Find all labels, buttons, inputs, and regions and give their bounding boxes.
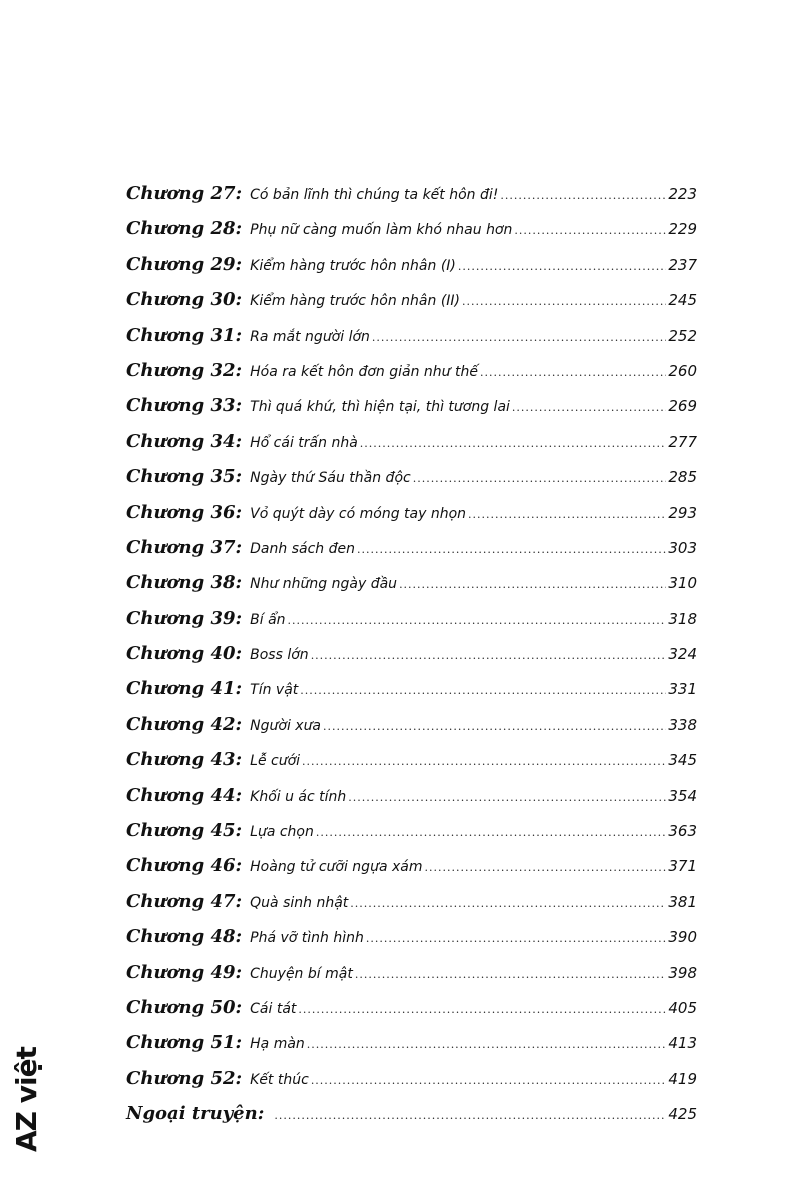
page-number: 237 [668,255,697,274]
page-number: 293 [668,503,697,522]
chapter-label: Chương 31: [126,324,243,346]
chapter-title: Hoàng tử cưỡi ngựa xám [250,859,423,876]
dot-leader [302,744,666,779]
toc-entry-44 [126,778,697,813]
toc-entry-extra [126,1096,697,1131]
chapter-label: Chương 32: [126,359,243,381]
toc-entry-38 [126,565,697,600]
dot-leader [512,390,666,425]
chapter-label: Chương 51: [126,1032,243,1054]
chapter-label: Chương 41: [126,678,243,700]
page-number: 303 [668,538,697,557]
chapter-title: Phá vỡ tình hình [250,930,364,947]
chapter-label: Chương 46: [126,855,243,877]
dot-leader [399,567,666,602]
dot-leader [372,320,666,355]
page-number: 269 [668,397,697,416]
toc-entry-37 [126,530,697,565]
page-number: 223 [668,185,697,203]
page-number: 229 [668,220,697,239]
toc-entry-31 [126,318,697,353]
dot-leader [462,284,666,319]
chapter-title: Có bản lĩnh thì chúng ta kết hôn đi! [250,187,499,203]
chapter-label: Chương 43: [126,749,243,771]
chapter-title: Boss lớn [250,647,309,664]
chapter-label: Chương 52: [126,1067,243,1089]
page-number: 338 [668,715,697,734]
chapter-label: Chương 35: [126,466,243,488]
dot-leader [307,1027,667,1062]
chapter-title: Phụ nữ càng muốn làm khó nhau hơn [250,222,513,239]
chapter-title: Như những ngày đầu [250,576,398,593]
page-number: 310 [668,574,697,593]
chapter-title: Người xưa [250,717,322,734]
toc-entry-41 [126,671,697,706]
chapter-title: Ra mắt người lớn [250,328,370,345]
dot-leader [500,178,666,213]
chapter-label: Chương 29: [126,253,243,275]
chapter-label: Chương 28: [126,218,243,240]
page-number: 371 [668,857,697,876]
dot-leader [424,850,666,885]
dot-leader [355,957,667,992]
page-number: 245 [668,291,697,310]
page-number: 363 [668,822,697,841]
dot-leader [288,603,667,638]
page-number: 405 [668,998,697,1017]
toc-entry-42 [126,707,697,742]
chapter-label: Chương 42: [126,713,243,735]
chapter-label: Chương 50: [126,996,243,1018]
page-number: 381 [668,892,697,911]
chapter-label: Chương 38: [126,572,243,594]
chapter-title: Hóa ra kết hôn đơn giản như thế [250,363,478,380]
chapter-label: Chương 45: [126,820,243,842]
toc-entry-32 [126,353,697,388]
dot-leader [274,1098,666,1133]
page-number: 413 [668,1034,697,1053]
toc-entry-51 [126,1025,697,1060]
chapter-title: Cái tát [250,1000,297,1017]
chapter-title: Lễ cưới [250,753,301,770]
page-number: 354 [668,786,697,805]
page-number: 419 [668,1069,697,1088]
chapter-label: Chương 48: [126,926,243,948]
toc-entry-36 [126,495,697,530]
dot-leader [468,497,666,532]
toc-entry-46 [126,848,697,883]
dot-leader [298,992,666,1027]
page-number: 285 [668,468,697,487]
toc-entry-47 [126,884,697,919]
chapter-title: Kiểm hàng trước hôn nhân (I) [250,257,456,274]
chapter-title: Vỏ quýt dày có móng tay nhọn [250,505,467,522]
page-number: 425 [668,1105,697,1124]
chapter-label: Chương 33: [126,395,243,417]
publisher-logo [6,1047,43,1162]
chapter-title: Tín vật [250,682,299,699]
publisher-logo-text: AZ việt [10,1047,43,1152]
dot-leader [311,1063,667,1098]
page-number: 324 [668,645,697,664]
page-number: 345 [668,751,697,770]
chapter-label: Chương 30: [126,289,243,311]
chapter-title: Kết thúc [250,1071,309,1088]
toc-entry-33 [126,388,697,423]
chapter-label: Chương 34: [126,430,243,452]
page-number: 277 [668,432,697,451]
toc-entry-39 [126,601,697,636]
chapter-label: Chương 36: [126,501,243,523]
chapter-title: Khối u ác tính [250,788,347,805]
page-number: 318 [668,609,697,628]
dot-leader [311,638,667,673]
chapter-title: Danh sách đen [250,540,355,557]
chapter-title: Thì quá khứ, thì hiện tại, thì tương lai [250,399,510,416]
toc-entry-29 [126,247,697,282]
toc-entry-50 [126,990,697,1025]
page-number: 260 [668,361,697,380]
dot-leader [348,780,666,815]
toc-entry-35 [126,459,697,494]
chapter-title: Kiểm hàng trước hôn nhân (II) [250,293,460,310]
chapter-label: Ngoại truyện: [126,1103,265,1125]
chapter-label: Chương 47: [126,890,243,912]
toc-entry-30 [126,282,697,317]
chapter-label: Chương 27: [126,183,243,204]
dot-leader [458,249,666,284]
chapter-title: Hạ màn [250,1036,305,1053]
page-number: 252 [668,326,697,345]
table-of-contents [126,176,697,1132]
toc-entry-43 [126,742,697,777]
dot-leader [357,532,666,567]
chapter-label: Chương 37: [126,536,243,558]
chapter-label: Chương 49: [126,961,243,983]
page-number: 390 [668,928,697,947]
dot-leader [480,355,666,390]
page-number: 331 [668,680,697,699]
toc-entry-45 [126,813,697,848]
chapter-title: Quà sinh nhật [250,894,349,911]
chapter-title: Chuyện bí mật [250,965,353,982]
dot-leader [366,921,666,956]
toc-entry-28 [126,211,697,246]
dot-leader [300,673,666,708]
chapter-title: Ngày thứ Sáu thần độc [250,470,411,487]
toc-entry-34 [126,424,697,459]
dot-leader [323,709,666,744]
toc-entry-48 [126,919,697,954]
toc-entry-40 [126,636,697,671]
chapter-label: Chương 44: [126,784,243,806]
dot-leader [360,426,667,461]
chapter-title: Lựa chọn [250,824,314,841]
dot-leader [413,461,667,496]
chapter-label: Chương 39: [126,607,243,629]
chapter-title: Bí ẩn [250,611,286,628]
chapter-title: Hổ cái trấn nhà [250,434,358,451]
dot-leader [350,886,666,921]
chapter-label: Chương 40: [126,643,243,665]
dot-leader [514,213,666,248]
toc-entry-49 [126,955,697,990]
dot-leader [316,815,667,850]
toc-entry-52 [126,1061,697,1096]
page-number: 398 [668,963,697,982]
toc-entry-27 [126,176,697,211]
